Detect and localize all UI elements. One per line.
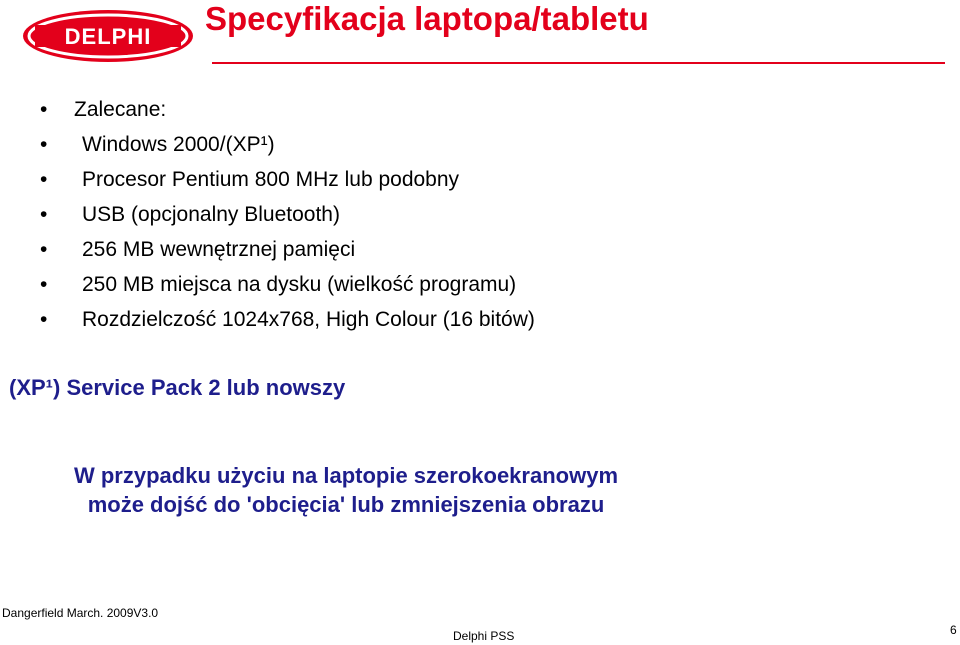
footer-company: Delphi PSS <box>453 629 515 643</box>
requirement-usb: USB (opcjonalny Bluetooth) <box>82 203 340 226</box>
requirement-memory: 256 MB wewnętrznej pamięci <box>82 238 356 261</box>
bullet-icon: • <box>40 273 48 296</box>
bullet-icon: • <box>40 133 48 156</box>
requirement-disk: 250 MB miejsca na dysku (wielkość programu) <box>82 273 517 296</box>
page-number: 6 <box>950 623 957 637</box>
bullet-icon: • <box>40 308 48 331</box>
warning-line-2: może dojść do 'obcięcia' lub zmniejszenia obrazu <box>87 492 605 517</box>
requirement-cpu: Procesor Pentium 800 MHz lub podobny <box>82 168 460 191</box>
title-underline <box>212 62 945 64</box>
delphi-logo <box>21 8 195 64</box>
requirement-resolution: Rozdzielczość 1024x768, High Colour (16 bitów) <box>82 308 535 331</box>
requirement-os: Windows 2000/(XP¹) <box>82 133 275 156</box>
service-pack-note: (XP¹) Service Pack 2 lub nowszy <box>9 375 346 400</box>
bullet-icon: • <box>40 203 48 226</box>
widescreen-warning <box>26 461 666 519</box>
page-title: Specyfikacja laptopa/tabletu <box>205 0 649 37</box>
bullet-icon: • <box>40 238 48 261</box>
bullet-icon: • <box>40 168 48 191</box>
bullet-icon: • <box>40 98 48 121</box>
recommended-heading: Zalecane: <box>74 98 167 121</box>
warning-line-1: W przypadku użyciu na laptopie szerokoekranowym <box>73 463 619 488</box>
footer-version: Dangerfield March. 2009V3.0 <box>2 606 159 620</box>
logo-text: DELPHI <box>64 24 152 49</box>
